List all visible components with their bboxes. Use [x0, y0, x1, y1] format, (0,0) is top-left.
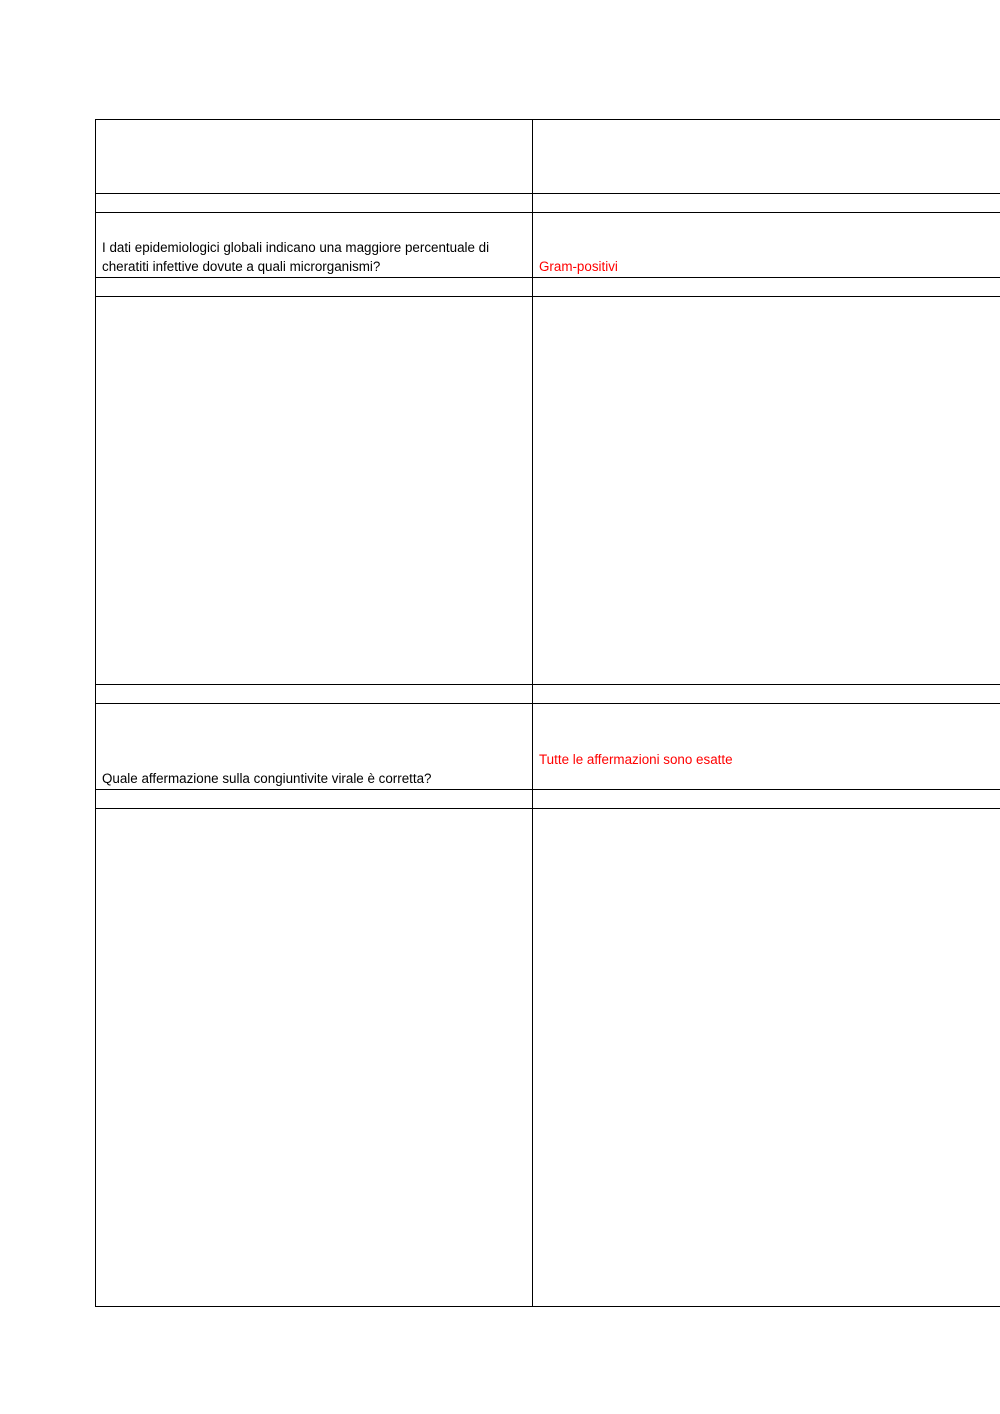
- answer-cell-1: Gram-positivi: [533, 213, 1000, 278]
- empty-cell: [96, 194, 533, 213]
- empty-cell: [533, 278, 1000, 297]
- blank-block-row: [96, 809, 1000, 1307]
- spacer-row: [96, 194, 1000, 213]
- empty-cell: [96, 278, 533, 297]
- empty-cell: [533, 685, 1000, 704]
- empty-cell: [533, 194, 1000, 213]
- spacer-row: [96, 278, 1000, 297]
- empty-cell: [96, 809, 533, 1307]
- question-row-1: [96, 213, 1000, 278]
- empty-cell: [96, 120, 533, 194]
- blank-block-row: [96, 297, 1000, 685]
- empty-cell: [533, 297, 1000, 685]
- spacer-row: [96, 790, 1000, 809]
- question-cell-2: Quale affermazione sulla congiuntivite virale è corretta?: [96, 704, 533, 790]
- empty-cell: [533, 809, 1000, 1307]
- spacer-row: [96, 685, 1000, 704]
- question-row-2: [96, 704, 1000, 790]
- empty-cell: [533, 120, 1000, 194]
- answer-cell-2: Tutte le affermazioni sono esatte: [533, 704, 1000, 790]
- empty-cell: [96, 685, 533, 704]
- quiz-table: [95, 119, 1000, 1307]
- empty-cell: [96, 790, 533, 809]
- question-cell-1: I dati epidemiologici globali indicano una maggiore percentuale di cheratiti infettive dovute a quali microrganismi?: [96, 213, 533, 278]
- empty-cell: [533, 790, 1000, 809]
- header-row: [96, 120, 1000, 194]
- empty-cell: [96, 297, 533, 685]
